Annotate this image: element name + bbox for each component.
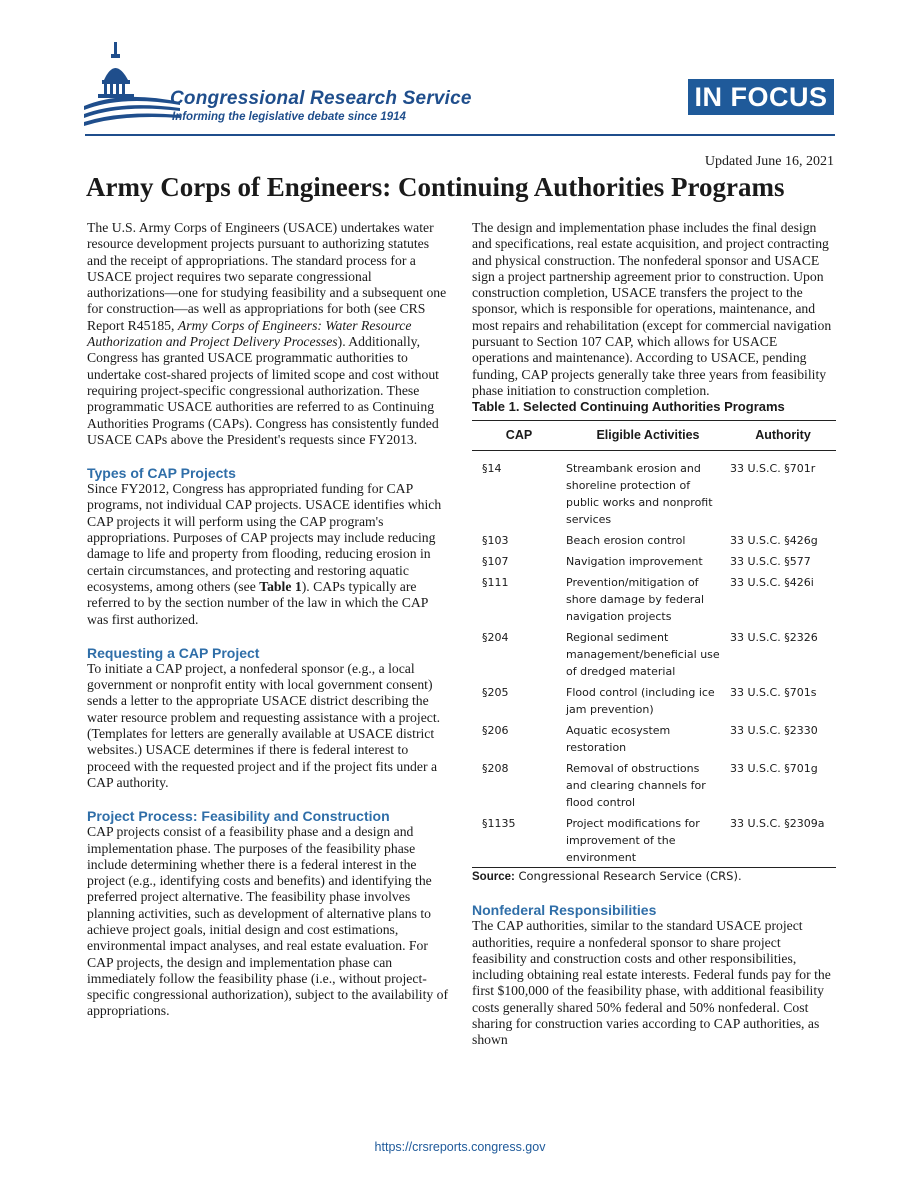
table-1-link[interactable]: Table 1	[259, 578, 302, 594]
cell-authority: 33 U.S.C. §577	[730, 555, 811, 569]
cell-activity: Removal of obstructions and clearing channels for flood control	[566, 762, 706, 810]
col-header-authority: Authority	[730, 421, 836, 451]
cell-activity: Prevention/mitigation of shore damage by federal navigation projects	[566, 576, 705, 624]
cell-authority: 33 U.S.C. §426g	[730, 534, 818, 548]
report-header	[82, 40, 834, 136]
cell-activity: Flood control (including ice jam prevention)	[566, 686, 715, 717]
cell-activity: Streambank erosion and shoreline protection of public works and nonprofit services	[566, 462, 713, 527]
crs-report-link[interactable]: Army Corps of Engineers: Water Resource Authorization and Project Delivery Processes	[87, 317, 412, 350]
table-row	[472, 811, 836, 868]
heading-types: Types of CAP Projects	[87, 465, 236, 482]
org-name: Congressional Research Service	[170, 88, 472, 109]
cell-cap: §204	[482, 631, 509, 645]
cell-authority: 33 U.S.C. §2330	[730, 724, 818, 738]
cell-activity: Navigation improvement	[566, 555, 703, 569]
cell-cap: §208	[482, 762, 509, 776]
heading-nonfederal: Nonfederal Responsibilities	[472, 902, 657, 919]
crs-reports-link[interactable]: https://crsreports.congress.gov	[374, 1140, 546, 1154]
cell-cap: §107	[482, 555, 509, 569]
design-paragraph: The design and implementation phase includes the final design and specifications, real estate acquisition, and project contracting and physical construction. The nonfederal sponsor and USACE sign a project partnership agreement prior to construction. Upon construction completion, USACE transfers the project to the sponsor, which is responsible for operations, maintenance, and most repairs and rehabilitation (except for commercial navigation pursuant to Section 107 CAP, which allows for USACE operations and maintenance). According to USACE, pending funding, CAP projects generally take three years from feasibility phase initiation to construction completion.	[472, 220, 832, 398]
table-row	[472, 528, 836, 549]
table-row	[472, 718, 836, 756]
col-header-cap: CAP	[472, 421, 566, 451]
table-row	[472, 570, 836, 625]
cell-authority: 33 U.S.C. §701r	[730, 462, 816, 476]
cell-activity: Aquatic ecosystem restoration	[566, 724, 671, 755]
table-row	[472, 549, 836, 570]
heading-process: Project Process: Feasibility and Construction	[87, 808, 390, 825]
cap-table	[472, 420, 836, 868]
heading-requesting: Requesting a CAP Project	[87, 644, 260, 661]
in-focus-badge: IN FOCUS	[688, 79, 834, 115]
org-tagline: Informing the legislative debate since 1914	[172, 111, 406, 123]
process-paragraph: CAP projects consist of a feasibility phase and a design and implementation phase. The purposes of the feasibility phase include determining whether there is a federal interest in the project (e.g., identifying costs and benefits) and identifying the preferred project alternative. The feasibility phase involves planning activities, such as development of alternative plans to achieve project goals, initial design and cost estimations, environmental impact analyses, and real estate evaluation. For CAP projects, the design and implementation phase can immediately follow the feasibility phase (i.e., without project-specific congressional authorization), subject to the availability of appropriations.	[87, 824, 449, 1019]
cell-cap: §14	[482, 462, 502, 476]
table-source: Source: Congressional Research Service (CRS).	[472, 869, 742, 884]
cell-authority: 33 U.S.C. §426i	[730, 576, 814, 590]
table-caption: Table 1. Selected Continuing Authorities Programs	[472, 399, 785, 415]
cell-cap: §111	[482, 576, 509, 590]
cell-authority: 33 U.S.C. §2309a	[730, 811, 836, 868]
updated-date: Updated June 16, 2021	[704, 154, 834, 169]
cell-cap: §205	[482, 686, 509, 700]
cell-cap: §1135	[472, 811, 566, 868]
header-divider	[85, 134, 835, 136]
table-row	[472, 680, 836, 718]
page-title: Army Corps of Engineers: Continuing Authorities Programs	[86, 172, 785, 202]
nonfederal-paragraph: The CAP authorities, similar to the standard USACE project authorities, require a nonfederal sponsor to share project feasibility and construction costs and other responsibilities, including obtaining real estate interests. Federal funds pay for the first $100,000 of the feasibility phase, with additional feasibility costs generally shared 50% federal and 50% nonfederal. Cost sharing for construction varies according to CAP authorities, as shown	[472, 918, 831, 1048]
table-row	[472, 451, 836, 529]
cell-authority: 33 U.S.C. §2326	[730, 631, 818, 645]
cell-cap: §206	[482, 724, 509, 738]
cell-activity: Beach erosion control	[566, 534, 686, 548]
col-header-activities: Eligible Activities	[566, 421, 730, 451]
table-row	[472, 625, 836, 680]
cell-authority: 33 U.S.C. §701g	[730, 762, 818, 776]
cell-authority: 33 U.S.C. §701s	[730, 686, 817, 700]
footer	[0, 1140, 920, 1154]
request-paragraph: To initiate a CAP project, a nonfederal sponsor (e.g., a local government or nonprofit entity with local government consent) sends a letter to the appropriate USACE district describing the water resource problem and requesting assistance with a project. (Templates for letters are generally available at USACE district websites.) USACE determines if there is federal interest to proceed with the requested project and if the project fits under a CAP authority.	[87, 660, 441, 790]
right-column	[472, 220, 836, 1049]
cell-cap: §103	[482, 534, 509, 548]
table-row	[472, 756, 836, 811]
table-header-row	[472, 421, 836, 451]
left-column	[87, 220, 450, 1020]
cell-activity: Project modifications for improvement of the environment	[566, 811, 730, 868]
capitol-dome-logo-icon	[82, 40, 182, 136]
cell-activity: Regional sediment management/beneficial use of dredged material	[566, 631, 720, 679]
types-paragraph: Since FY2012, Congress has appropriated funding for CAP programs, not individual CAP projects. USACE identifies which CAP projects it will perform using the CAP program's appropriations. Purposes of CAP projects may include reducing damage to life and property from flooding, reducing erosion in certain circumstances, and protecting and restoring aquatic ecosystems, among others (see Table 1). CAPs typically are referred to by the section number of the law in which the CAP was first authorized.	[87, 481, 442, 627]
intro-paragraph: The U.S. Army Corps of Engineers (USACE) undertakes water resource development projects pursuant to authorizing statutes and the receipt of appropriations. The standard process for a USACE project requires two separate congressional authorizations—one for studying feasibility and a subsequent one for construction—as well as appropriations for both (see CRS Report R45185, Army Corps of Engineers: Water Resource Authorization and Project Delivery Processes). Additionally, Congress has granted USACE programmatic authorities to undertake cost-shared projects of limited scope and cost without requiring project-specific congressional authorization. These programmatic USACE authorities are referred to as Continuing Authorities Programs (CAPs). Congress has consistently funded USACE CAPs above the President's requests since FY2013.	[87, 220, 447, 447]
